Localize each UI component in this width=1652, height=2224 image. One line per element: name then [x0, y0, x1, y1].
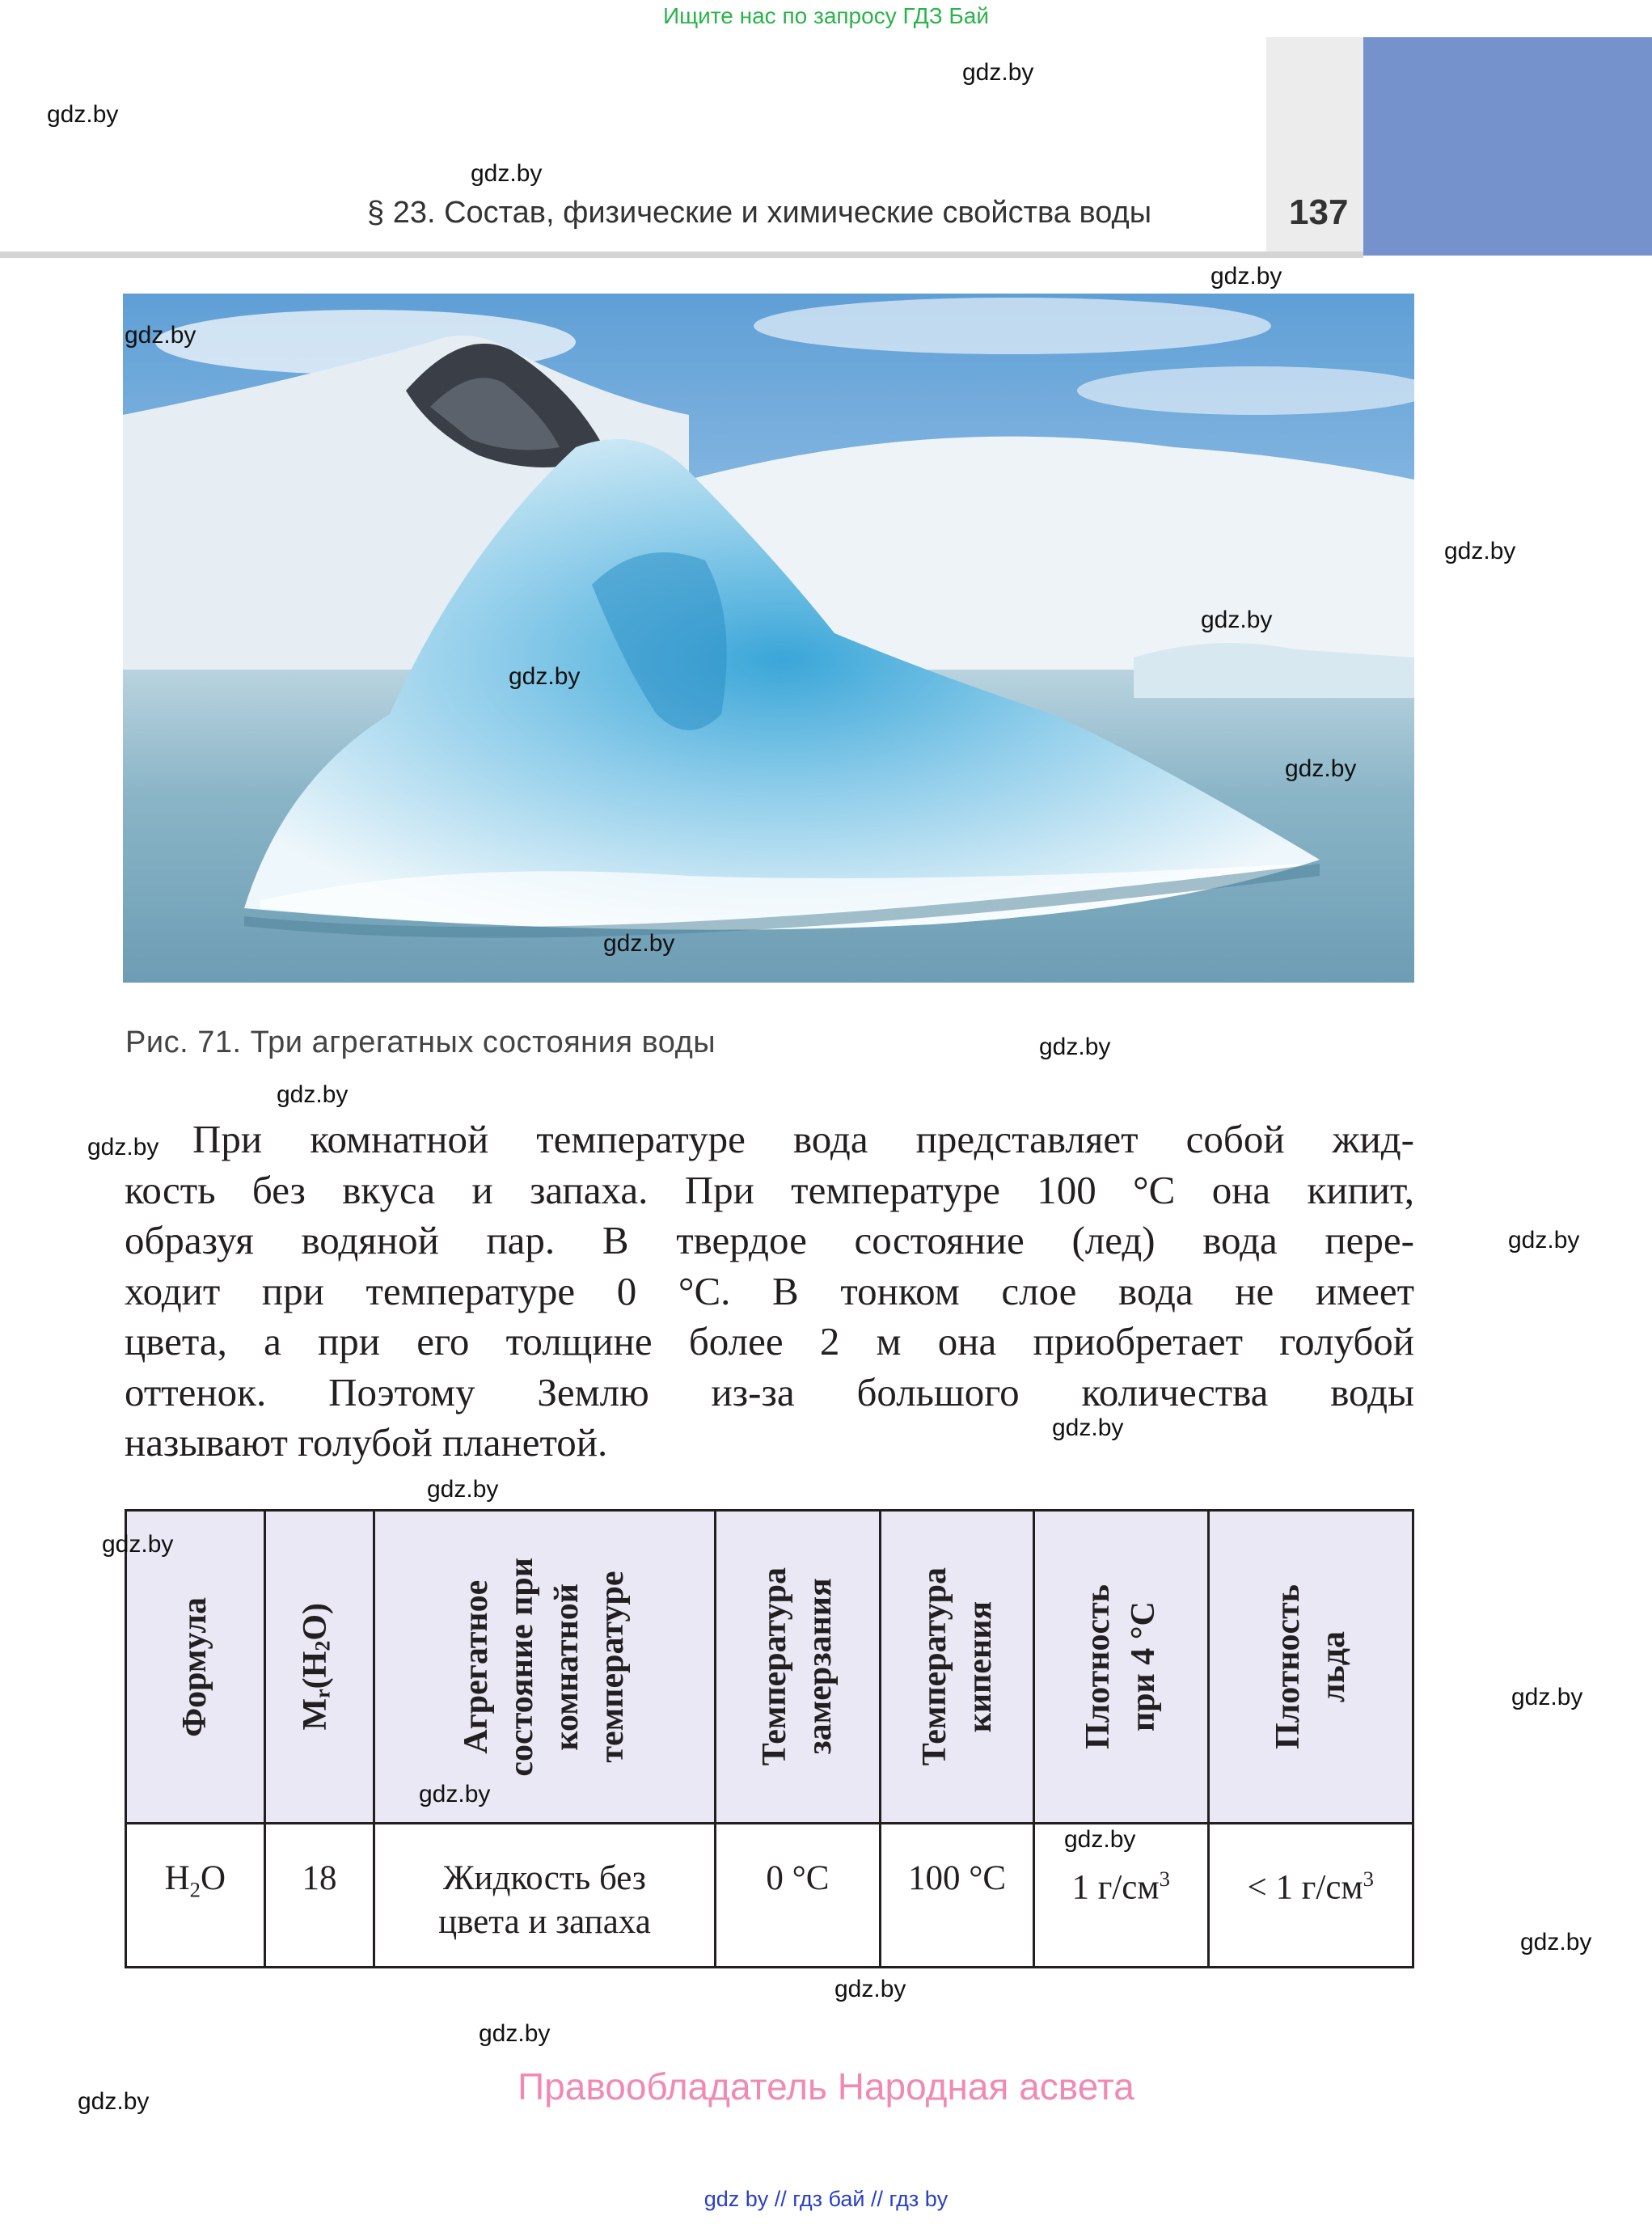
watermark: gdz.by — [125, 322, 196, 349]
iceberg-photo — [123, 294, 1414, 983]
cell-formula: $H_2O$ — [126, 1824, 265, 1968]
water-properties-table — [125, 1509, 1414, 1968]
header-state: Агрегатное состояние при комнатной температуре — [374, 1511, 715, 1824]
header-boiling-point: Температура кипения — [881, 1511, 1034, 1824]
header-rule — [0, 252, 1363, 258]
body-paragraph — [125, 1114, 1414, 1469]
header-molar-mass: $M_r(H_2O)$ — [264, 1511, 374, 1824]
header-formula: Формула — [126, 1511, 265, 1824]
watermark: gdz.by — [1285, 755, 1357, 782]
page-number: 137 — [1289, 192, 1349, 232]
cell-state: Жидкость без цвета и запаха — [374, 1824, 715, 1968]
watermark: gdz.by — [603, 930, 675, 957]
figure-caption: Рис. 71. Три агрегатных состояния воды — [125, 1025, 716, 1059]
rights-holder: Правообладатель Народная асвета — [518, 2065, 1134, 2108]
watermark: gdz.by — [1039, 1034, 1111, 1060]
paragraph-line: При комнатной температуре вода представляет собой жид- — [192, 1117, 1414, 1161]
watermark: gdz.by — [419, 1781, 491, 1808]
paragraph-line: кость без вкуса и запаха. При температуре 100 °С она кипит, — [125, 1167, 1414, 1212]
watermark: gdz.by — [1508, 1227, 1580, 1254]
watermark: gdz.by — [277, 1081, 349, 1108]
cell-boiling-point: 100 °С — [881, 1824, 1034, 1968]
paragraph-line: образуя водяной пар. В твердое состояние (лед) вода пере- — [125, 1218, 1414, 1262]
watermark: gdz.by — [1520, 1929, 1592, 1956]
promo-banner[interactable]: Ищите нас по запросу ГДЗ Бай — [662, 3, 990, 28]
table-row — [126, 1824, 1413, 1968]
cell-molar-mass: 18 — [264, 1824, 374, 1968]
watermark: gdz.by — [47, 101, 119, 128]
cell-ice-density: < 1 $г/см^3$ — [1208, 1824, 1413, 1968]
watermark: gdz.by — [479, 2020, 551, 2047]
header-ice-density: Плотность льда — [1208, 1511, 1413, 1824]
watermark: gdz.by — [962, 59, 1034, 86]
watermark: gdz.by — [1444, 538, 1516, 564]
footer-links[interactable]: gdz by // гдз бай // гдз by — [703, 2187, 949, 2211]
paragraph-line: называют голубой планетой. — [125, 1420, 608, 1465]
paragraph-line: ходит при температуре 0 °С. В тонком слое вода не имеет — [125, 1268, 1414, 1313]
watermark: gdz.by — [834, 1976, 906, 2002]
header-density-4c: Плотность при 4 °С — [1033, 1511, 1208, 1824]
paragraph-line: оттенок. Поэтому Землю из-за большого количества воды — [125, 1369, 1414, 1414]
watermark: gdz.by — [1201, 607, 1273, 633]
cell-freezing-point: 0 °С — [715, 1824, 881, 1968]
watermark: gdz.by — [1210, 263, 1282, 290]
watermark: gdz.by — [1511, 1684, 1583, 1710]
section-title: § 23. Состав, физические и химические свойства воды — [367, 196, 1152, 230]
paragraph-line: цвета, а при его толщине более 2 м она приобретает голубой — [125, 1319, 1414, 1364]
cell-density-4c: 1 $г/см^3$ — [1033, 1824, 1208, 1968]
watermark: gdz.by — [1064, 1826, 1136, 1853]
header-freezing-point: Температура замерзания — [715, 1511, 881, 1824]
watermark: gdz.by — [87, 1134, 159, 1161]
watermark: gdz.by — [509, 663, 581, 690]
header-color-block — [1363, 37, 1652, 256]
watermark: gdz.by — [102, 1531, 174, 1558]
watermark: gdz.by — [471, 160, 543, 187]
watermark: gdz.by — [427, 1476, 499, 1503]
watermark: gdz.by — [78, 2088, 150, 2115]
table-header-row — [126, 1511, 1413, 1824]
watermark: gdz.by — [1052, 1414, 1124, 1441]
